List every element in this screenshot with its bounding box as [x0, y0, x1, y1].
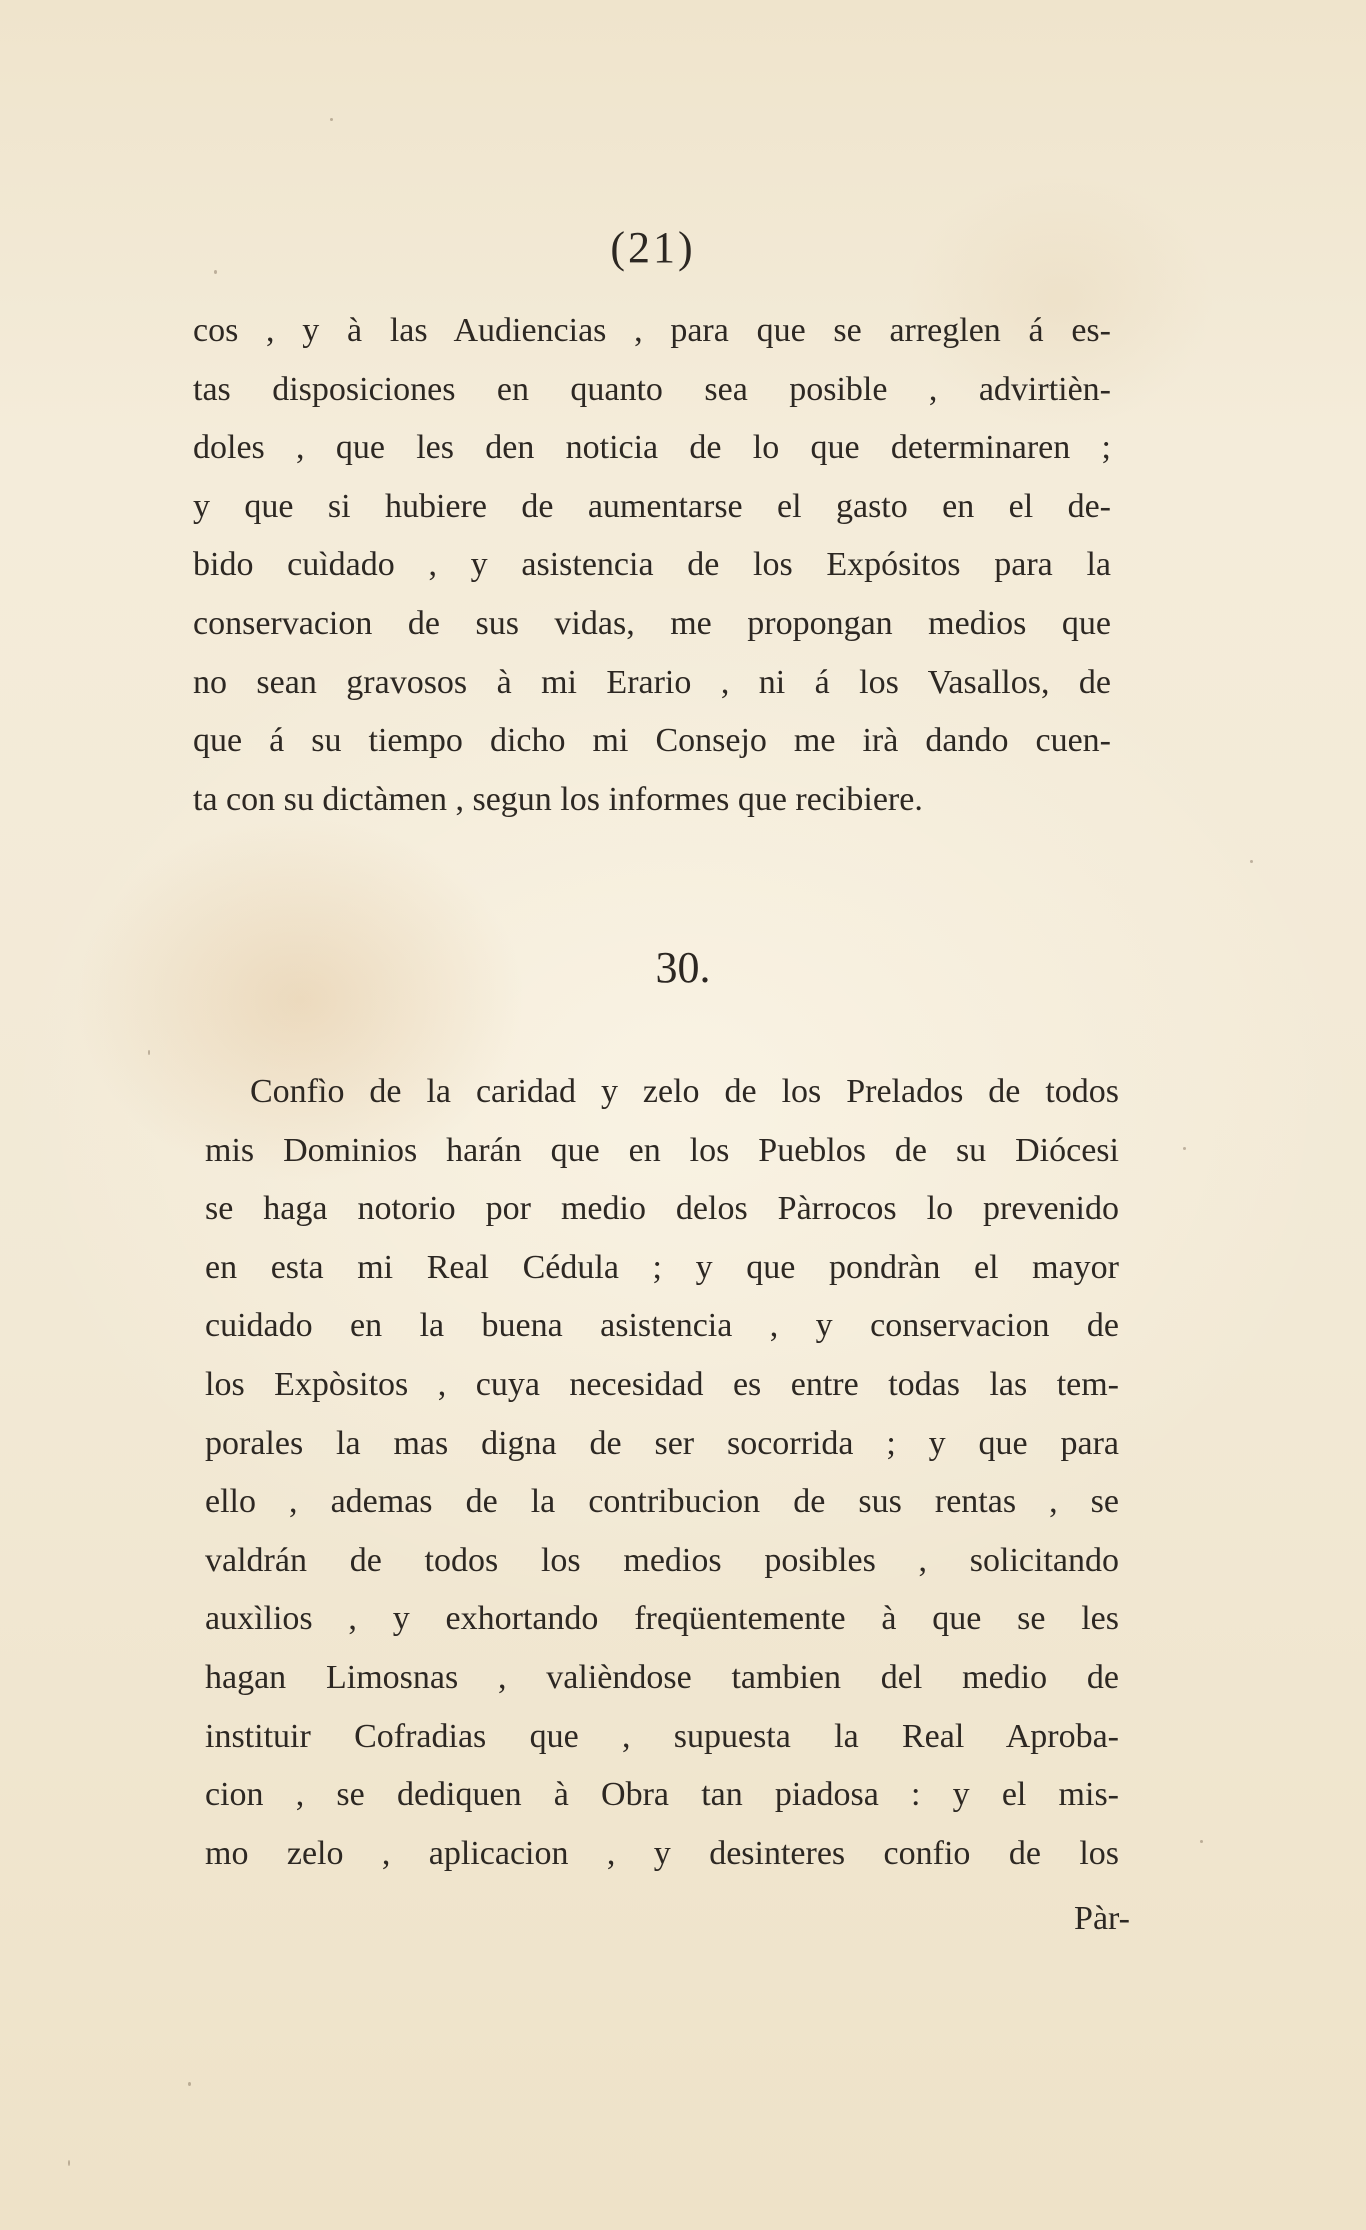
- text-line: tas disposiciones en quanto sea posible , advirtièn-: [193, 370, 1111, 408]
- text-line: en esta mi Real Cédula ; y que pondràn el mayor: [205, 1248, 1119, 1286]
- paper-speck: [148, 1050, 150, 1055]
- text-line: cion , se dediquen à Obra tan piadosa : y el mis-: [205, 1776, 1119, 1814]
- paper-speck: [1183, 1147, 1186, 1150]
- text-line: ta con su dictàmen , segun los informes que recibiere.: [193, 780, 923, 818]
- paper-speck: [68, 2160, 70, 2166]
- text-line: que á su tiempo dicho mi Consejo me irà dando cuen-: [193, 722, 1111, 760]
- text-line: auxìlios , y exhortando freqüentemente à que se les: [205, 1600, 1119, 1638]
- text-line: se haga notorio por medio delos Pàrrocos lo prevenido: [205, 1190, 1119, 1228]
- catchword: Pàr-: [1074, 1900, 1130, 1937]
- text-line: hagan Limosnas , valièndose tambien del medio de: [205, 1658, 1119, 1696]
- text-line: y que si hubiere de aumentarse el gasto en el de-: [193, 487, 1111, 525]
- text-line: cos , y à las Audiencias , para que se arreglen á es-: [193, 312, 1111, 349]
- text-line: Confìo de la caridad y zelo de los Prelados de todos: [250, 1073, 1119, 1110]
- paper-speck: [330, 118, 333, 121]
- text-line: bido cuìdado , y asistencia de los Expósitos para la: [193, 546, 1111, 584]
- text-line: conservacion de sus vidas, me propongan medios que: [193, 604, 1111, 642]
- text-line: valdrán de todos los medios posibles , solicitando: [205, 1541, 1119, 1579]
- text-line: ello , ademas de la contribucion de sus rentas , se: [205, 1483, 1119, 1521]
- paragraph-section-30: [205, 1063, 1119, 1883]
- text-line: mis Dominios harán que en los Pueblos de su Diócesi: [205, 1131, 1119, 1169]
- page-number: (21): [610, 223, 696, 272]
- text-line: instituir Cofradias que , supuesta la Real Aproba-: [205, 1717, 1119, 1755]
- paper-speck: [1200, 1840, 1203, 1843]
- text-line: los Expòsitos , cuya necesidad es entre todas las tem-: [205, 1365, 1119, 1403]
- text-line: doles , que les den noticia de lo que determinaren ;: [193, 429, 1111, 467]
- text-line: porales la mas digna de ser socorrida ; y que para: [205, 1424, 1119, 1462]
- text-line: mo zelo , aplicacion , y desinteres confio de los: [205, 1834, 1119, 1872]
- text-line: no sean gravosos à mi Erario , ni á los Vasallos, de: [193, 663, 1111, 701]
- paper-speck: [214, 270, 217, 274]
- section-number: 30.: [655, 943, 711, 992]
- paragraph-continued: [193, 302, 1111, 829]
- paper-speck: [1250, 860, 1253, 863]
- paper-speck: [188, 2082, 191, 2086]
- text-line: cuidado en la buena asistencia , y conservacion de: [205, 1307, 1119, 1345]
